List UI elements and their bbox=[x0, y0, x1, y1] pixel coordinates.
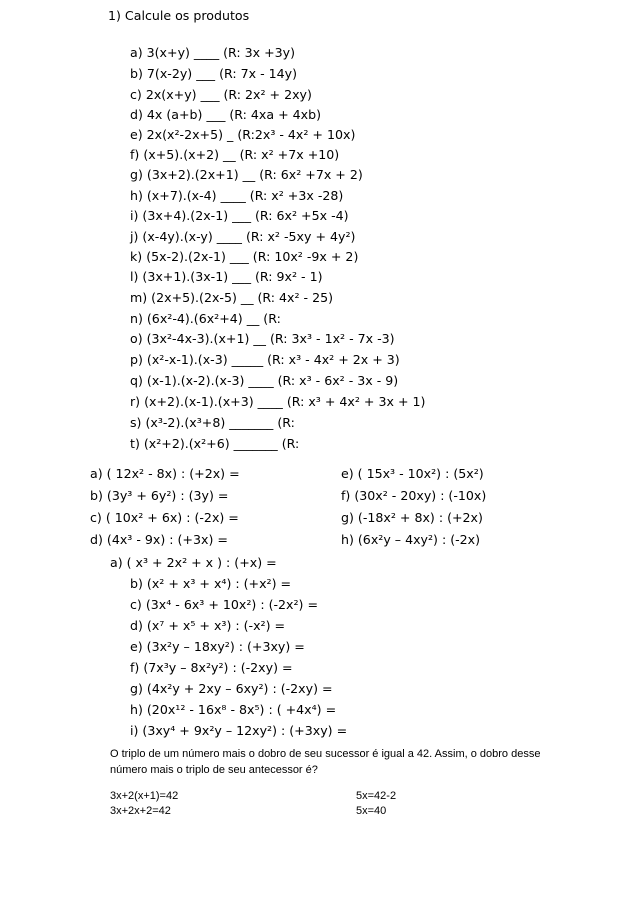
list-item: d) 4x (a+b) ___ (R: 4xa + 4xb) bbox=[130, 107, 322, 122]
list-item: s) (x³-2).(x³+8) _______ (R: bbox=[130, 415, 295, 430]
list-item: g) (4x²y + 2xy – 6xy²) : (-2xy) = bbox=[130, 681, 333, 696]
list-item: c) 2x(x+y) ___ (R: 2x² + 2xy) bbox=[130, 87, 312, 102]
list-item: c) (3x⁴ - 6x³ + 10x²) : (-2x²) = bbox=[130, 597, 319, 612]
list-item: a) ( x³ + 2x² + x ) : (+x) = bbox=[110, 555, 277, 570]
list-item: b) 7(x-2y) ___ (R: 7x - 14y) bbox=[130, 66, 298, 81]
solution-step: 5x=42-2 bbox=[356, 790, 397, 802]
list-item: g) (-18x² + 8x) : (+2x) bbox=[341, 510, 483, 525]
list-item: f) (x+5).(x+2) __ (R: x² +7x +10) bbox=[130, 147, 340, 162]
list-item: l) (3x+1).(3x-1) ___ (R: 9x² - 1) bbox=[130, 269, 323, 284]
list-item: g) (3x+2).(2x+1) __ (R: 6x² +7x + 2) bbox=[130, 167, 363, 182]
list-item: d) (4x³ - 9x) : (+3x) = bbox=[90, 532, 228, 547]
list-item: f) (7x³y – 8x²y²) : (-2xy) = bbox=[130, 660, 293, 675]
list-item: f) (30x² - 20xy) : (-10x) bbox=[341, 488, 487, 503]
list-item: n) (6x²-4).(6x²+4) __ (R: bbox=[130, 311, 281, 326]
list-item: j) (x-4y).(x-y) ____ (R: x² -5xy + 4y²) bbox=[130, 229, 356, 244]
list-item: e) 2x(x²-2x+5) _ (R:2x³ - 4x² + 10x) bbox=[130, 127, 356, 142]
list-item: e) ( 15x³ - 10x²) : (5x²) bbox=[341, 466, 484, 481]
list-item: q) (x-1).(x-2).(x-3) ____ (R: x³ - 6x² - 3x - 9) bbox=[130, 373, 399, 388]
list-item: e) (3x²y – 18xy²) : (+3xy) = bbox=[130, 639, 305, 654]
solution-step: 3x+2(x+1)=42 bbox=[110, 790, 179, 802]
solution-step: 5x=40 bbox=[356, 805, 387, 817]
list-item: m) (2x+5).(2x-5) __ (R: 4x² - 25) bbox=[130, 290, 334, 305]
list-item: b) (3y³ + 6y²) : (3y) = bbox=[90, 488, 229, 503]
list-item: p) (x²-x-1).(x-3) _____ (R: x³ - 4x² + 2x + 3) bbox=[130, 352, 400, 367]
list-item: r) (x+2).(x-1).(x+3) ____ (R: x³ + 4x² + 3x + 1) bbox=[130, 394, 426, 409]
problem-statement-line2: número mais o triplo de seu antecessor é? bbox=[110, 764, 318, 776]
solution-step: 3x+2x+2=42 bbox=[110, 805, 171, 817]
exercise-heading: 1) Calcule os produtos bbox=[108, 8, 250, 23]
list-item: t) (x²+2).(x²+6) _______ (R: bbox=[130, 436, 300, 451]
list-item: d) (x⁷ + x⁵ + x³) : (-x²) = bbox=[130, 618, 286, 633]
list-item: h) (6x²y – 4xy²) : (-2x) bbox=[341, 532, 481, 547]
list-item: o) (3x²-4x-3).(x+1) __ (R: 3x³ - 1x² - 7x -3) bbox=[130, 331, 395, 346]
list-item: h) (20x¹² - 16x⁸ - 8x⁵) : ( +4x⁴) = bbox=[130, 702, 337, 717]
problem-statement-line1: O triplo de um número mais o dobro de seu sucessor é igual a 42. Assim, o dobro desse bbox=[110, 748, 541, 760]
list-item: k) (5x-2).(2x-1) ___ (R: 10x² -9x + 2) bbox=[130, 249, 359, 264]
list-item: b) (x² + x³ + x⁴) : (+x²) = bbox=[130, 576, 292, 591]
list-item: a) 3(x+y) ____ (R: 3x +3y) bbox=[130, 45, 296, 60]
list-item: i) (3xy⁴ + 9x²y – 12xy²) : (+3xy) = bbox=[130, 723, 348, 738]
list-item: h) (x+7).(x-4) ____ (R: x² +3x -28) bbox=[130, 188, 344, 203]
list-item: c) ( 10x² + 6x) : (-2x) = bbox=[90, 510, 239, 525]
list-item: a) ( 12x² - 8x) : (+2x) = bbox=[90, 466, 240, 481]
list-item: i) (3x+4).(2x-1) ___ (R: 6x² +5x -4) bbox=[130, 208, 349, 223]
